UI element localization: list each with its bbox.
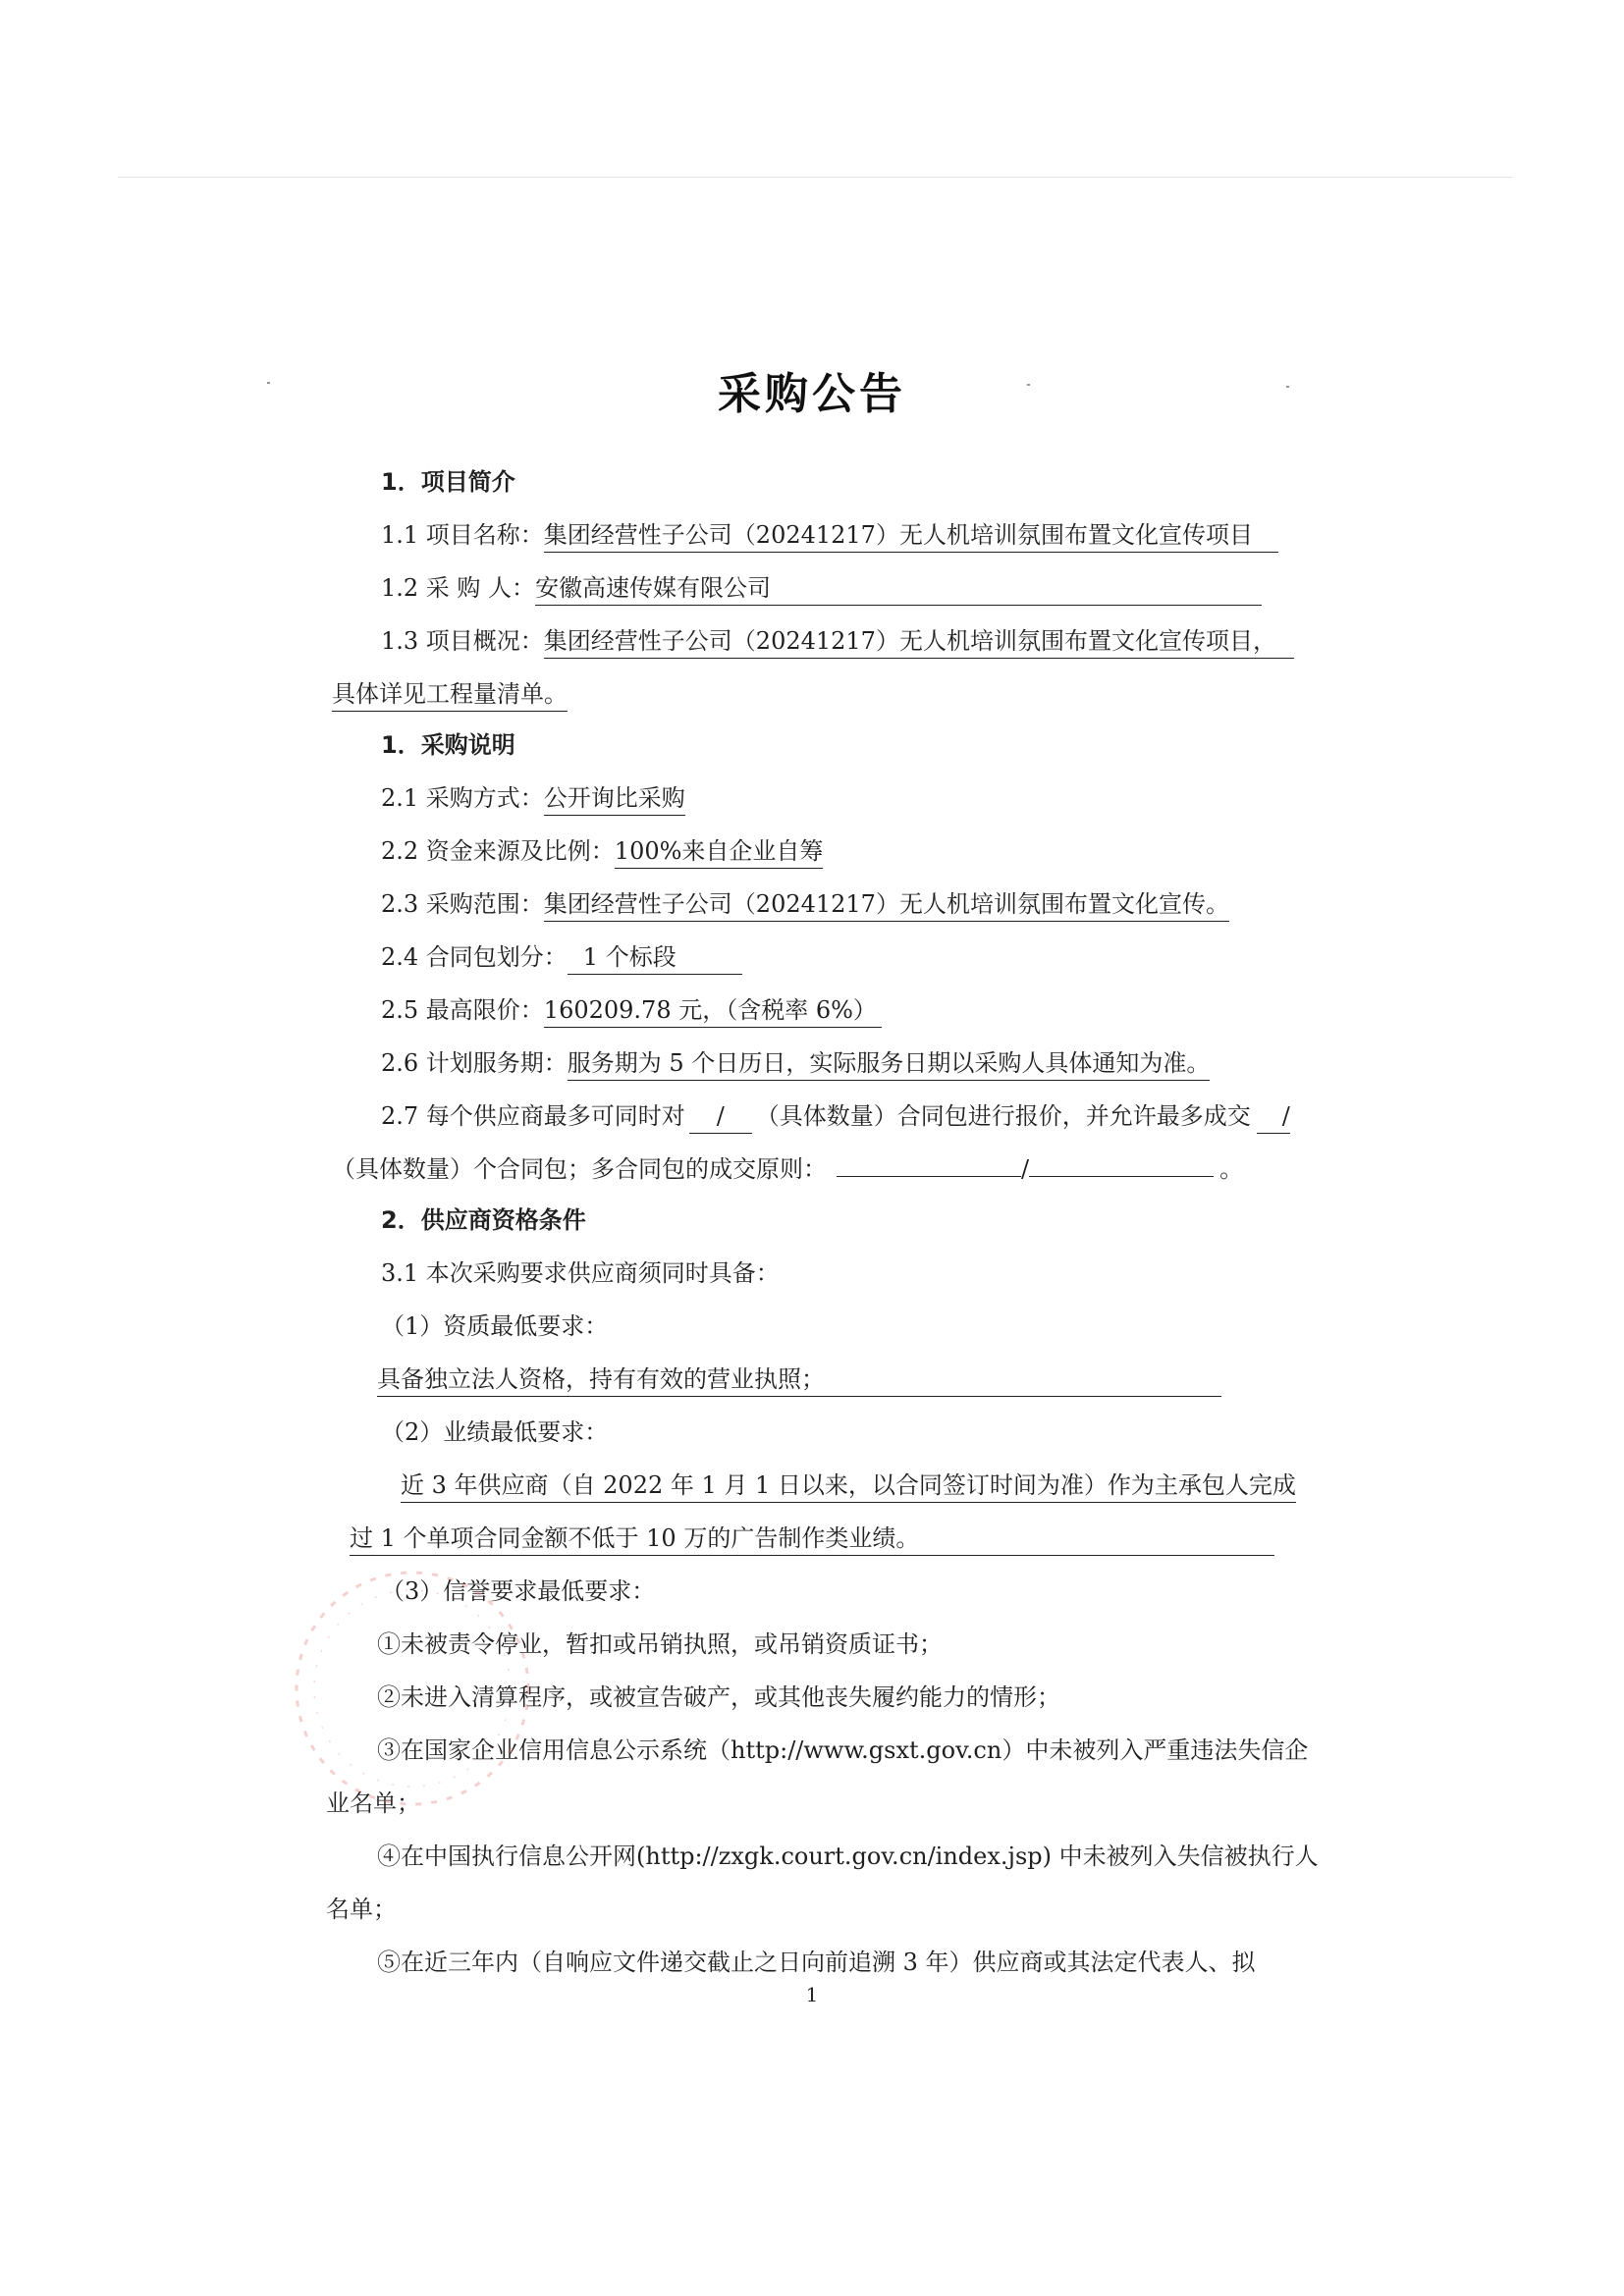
item-2-3 xyxy=(381,887,1229,922)
qualification-1-label: （1）资质最低要求： xyxy=(381,1312,609,1340)
item-2-7-text-b: （具体数量）合同包进行报价，并允许最多成交 xyxy=(755,1102,1251,1130)
item-2-3-label: 2.3 采购范围： xyxy=(381,890,544,918)
item-1-3-value-a: 集团经营性子公司（20241217）无人机培训氛围布置文化宣传项目， xyxy=(544,625,1294,659)
item-1-3-label: 1.3 项目概况： xyxy=(381,627,544,655)
credit-item-3-a: ③在国家企业信用信息公示系统（http://www.gsxt.gov.cn）中未被列入严重违法失信企 xyxy=(377,1736,1309,1764)
qualification-3-label: （3）信誉要求最低要求： xyxy=(381,1577,656,1605)
item-2-2 xyxy=(381,834,823,869)
item-1-1 xyxy=(381,518,1278,553)
scan-speck xyxy=(1027,384,1030,386)
item-3-1: 3.1 本次采购要求供应商须同时具备： xyxy=(381,1259,780,1287)
scan-speck xyxy=(1286,386,1289,388)
qualification-2-a xyxy=(401,1468,1296,1503)
item-1-1-value: 集团经营性子公司（20241217）无人机培训氛围布置文化宣传项目 xyxy=(544,519,1278,553)
section-heading-qualification: 2．供应商资格条件 xyxy=(381,1206,586,1234)
item-2-4 xyxy=(381,940,742,975)
item-1-2-label: 1.2 采 购 人： xyxy=(381,574,536,602)
page-top-rule xyxy=(118,177,1512,178)
qualification-1-value: 具备独立法人资格，持有有效的营业执照； xyxy=(377,1363,1221,1397)
page-number: 1 xyxy=(805,1983,819,2006)
scan-speck xyxy=(267,382,270,384)
item-2-3-value: 集团经营性子公司（20241217）无人机培训氛围布置文化宣传。 xyxy=(544,888,1229,922)
item-2-6-label: 2.6 计划服务期： xyxy=(381,1049,568,1077)
item-2-7-slash-3: / xyxy=(1021,1155,1030,1183)
credit-item-3-b: 业名单； xyxy=(326,1789,420,1817)
item-2-7-cont xyxy=(332,1152,1243,1186)
qualification-1 xyxy=(377,1362,1221,1397)
section-heading-project-intro: 1．项目简介 xyxy=(381,468,515,496)
item-1-2-value: 安徽高速传媒有限公司 xyxy=(535,572,1262,606)
item-1-2 xyxy=(381,571,1262,606)
item-1-3-value-b: 具体详见工程量清单。 xyxy=(332,678,568,712)
credit-item-2: ②未进入清算程序，或被宣告破产，或其他丧失履约能力的情形； xyxy=(377,1683,1060,1711)
item-2-7-blank-2: / xyxy=(1257,1100,1290,1134)
qualification-2-value-a: 近 3 年供应商（自 2022 年 1 月 1 日以来，以合同签订时间为准）作为主承包人完成 xyxy=(401,1469,1296,1503)
item-2-2-value: 100%来自企业自筹 xyxy=(615,835,824,869)
item-1-3 xyxy=(381,624,1294,659)
qualification-2-label: （2）业绩最低要求： xyxy=(381,1418,609,1446)
item-2-7 xyxy=(381,1099,1290,1134)
item-2-7-blank-3b xyxy=(1029,1175,1214,1177)
item-2-6-value: 服务期为 5 个日历日，实际服务日期以采购人具体通知为准。 xyxy=(568,1047,1211,1081)
item-2-7-text-c: （具体数量）个合同包；多合同包的成交原则： xyxy=(332,1155,827,1183)
item-2-4-value: 1 个标段 xyxy=(568,941,742,975)
item-2-7-end: 。 xyxy=(1219,1155,1244,1183)
credit-item-1: ①未被责令停业，暂扣或吊销执照，或吊销资质证书； xyxy=(377,1630,943,1658)
item-2-1 xyxy=(381,781,685,816)
qualification-2-b xyxy=(350,1522,1274,1556)
section-heading-procurement: 1．采购说明 xyxy=(381,731,515,759)
item-1-3-cont xyxy=(332,677,568,712)
item-2-1-value: 公开询比采购 xyxy=(544,782,685,816)
document-title: 采购公告 xyxy=(718,369,906,419)
item-2-7-text-a: 2.7 每个供应商最多可同时对 xyxy=(381,1102,685,1130)
credit-item-5-a: ⑤在近三年内（自响应文件递交截止之日向前追溯 3 年）供应商或其法定代表人、拟 xyxy=(377,1949,1256,1976)
item-2-1-label: 2.1 采购方式： xyxy=(381,784,544,812)
credit-item-4-a: ④在中国执行信息公开网(http://zxgk.court.gov.cn/index.jsp) 中未被列入失信被执行人 xyxy=(377,1842,1319,1870)
credit-item-4-b: 名单； xyxy=(326,1896,397,1923)
item-2-5-label: 2.5 最高限价： xyxy=(381,996,544,1024)
item-2-6 xyxy=(381,1046,1210,1081)
item-2-5-value: 160209.78 元，（含税率 6%） xyxy=(544,994,882,1028)
qualification-2-value-b: 过 1 个单项合同金额不低于 10 万的广告制作类业绩。 xyxy=(350,1522,1274,1556)
item-2-4-label: 2.4 合同包划分： xyxy=(381,943,568,971)
item-2-5 xyxy=(381,993,882,1028)
item-2-2-label: 2.2 资金来源及比例： xyxy=(381,837,615,865)
item-1-1-label: 1.1 项目名称： xyxy=(381,521,544,549)
item-2-7-blank-3a xyxy=(837,1175,1021,1177)
item-2-7-blank-1: / xyxy=(689,1100,752,1134)
